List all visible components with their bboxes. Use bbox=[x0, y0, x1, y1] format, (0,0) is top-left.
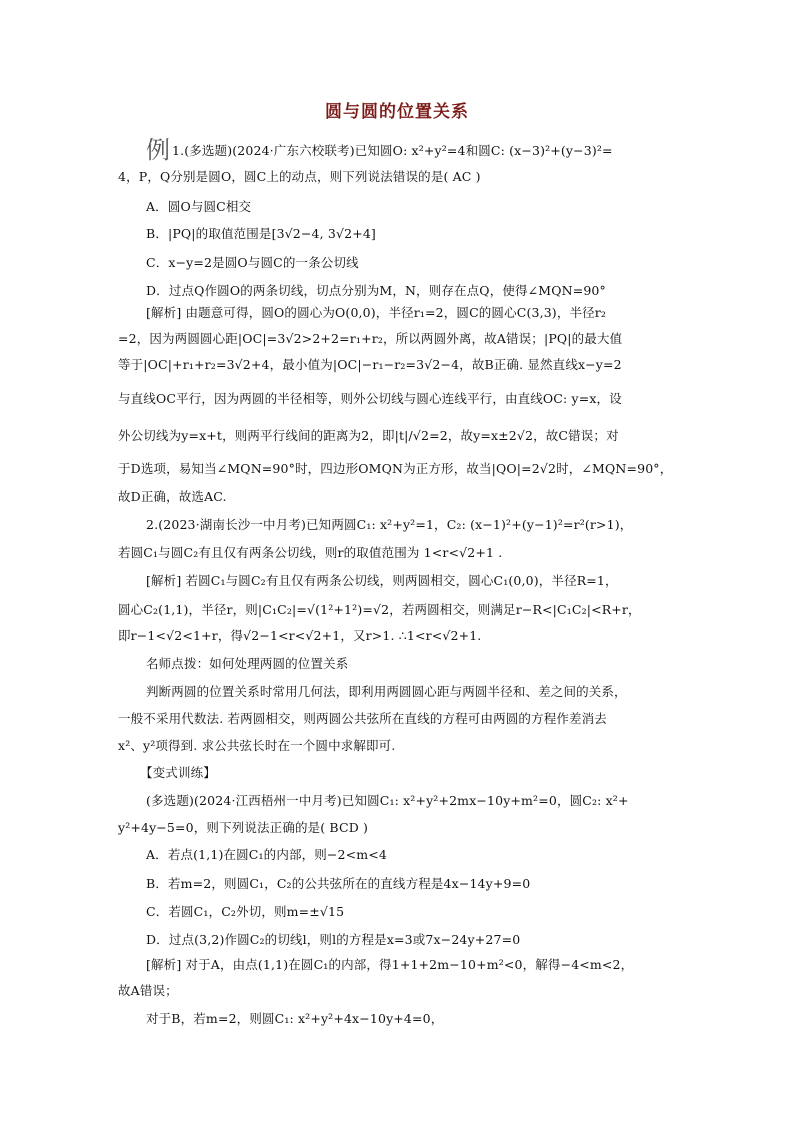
question-line: 2.(2023·湖南长沙一中月考)已知两圆C₁: x²+y²=1，C₂: (x−1)²+(y−1)²=r²(r>1)， bbox=[146, 517, 633, 532]
option-line: D．过点Q作圆O的两条切线，切点分别为M，N，则存在点Q，使得∠MQN=90° bbox=[146, 283, 606, 298]
analysis-line: [解析] 由题意可得，圆O的圆心为O(0,0)，半径r₁=2，圆C的圆心C(3,3)，半径r₂ bbox=[146, 305, 607, 320]
analysis-line: [解析] 若圆C₁与圆C₂有且仅有两条公切线，则两圆相交，圆心C₁(0,0)，半径R=1， bbox=[146, 573, 618, 588]
analysis-line: =2，因为两圆圆心距|OC|=3√2>2+2=r₁+r₂，所以两圆外离，故A错误；|PQ|的最大值 bbox=[118, 331, 623, 346]
option-line: D．过点(3,2)作圆C₂的切线l，则l的方程是x=3或7x−24y+27=0 bbox=[146, 932, 521, 947]
analysis-line: 等于|OC|+r₁+r₂=3√2+4，最小值为|OC|−r₁−r₂=3√2−4，故B正确. 显然直线x−y=2 bbox=[118, 357, 622, 372]
analysis-line: 与直线OC平行，因为两圆的半径相等，则外公切线与圆心连线平行，由直线OC: y=x，设 bbox=[118, 391, 622, 406]
option-line: A．圆O与圆C相交 bbox=[146, 199, 252, 214]
tip-line: x²、y²项得到. 求公共弦长时在一个圆中求解即可. bbox=[118, 738, 396, 753]
tip-line: 一般不采用代数法. 若两圆相交，则两圆公共弦所在直线的方程可由两圆的方程作差消去 bbox=[118, 711, 607, 726]
section-heading: 【变式训练】 bbox=[140, 765, 216, 780]
analysis-line: 故D正确，故选AC. bbox=[118, 489, 227, 504]
text-line: 1.(多选题)(2024·广东六校联考)已知圆O: x²+y²=4和圆C: (x−3)²+(y−3)²= bbox=[172, 143, 613, 158]
analysis-line: [解析] 对于A，由点(1,1)在圆C₁的内部，得1+1+2m−10+m²<0，解得−4<m<2， bbox=[146, 957, 634, 972]
question-line: y²+4y−5=0，则下列说法正确的是( BCD ) bbox=[118, 820, 369, 835]
tip-heading: 名师点拨：如何处理两圆的位置关系 bbox=[146, 656, 349, 671]
option-line: B．若m=2，则圆C₁，C₂的公共弦所在的直线方程是4x−14y+9=0 bbox=[146, 876, 531, 891]
option-line: B．|PQ|的取值范围是[3√2−4, 3√2+4] bbox=[146, 226, 376, 241]
analysis-line: 故A错误； bbox=[118, 983, 178, 998]
analysis-line: 圆心C₂(1,1)，半径r，则|C₁C₂|=√(1²+1²)=√2，若两圆相交，则满足r−R<|C₁C₂|<R+r， bbox=[118, 602, 641, 617]
analysis-line: 外公切线为y=x+t，则两平行线间的距离为2，即|t|/√2=2，故y=x±2√2，故C错误；对 bbox=[118, 428, 619, 443]
question-line: (多选题)(2024·江西梧州一中月考)已知圆C₁: x²+y²+2mx−10y+m²=0，圆C₂: x²+ bbox=[146, 793, 629, 808]
option-line: A．若点(1,1)在圆C₁的内部，则−2<m<4 bbox=[146, 847, 388, 862]
page-title: 圆与圆的位置关系 bbox=[325, 102, 469, 122]
text-line: 4，P，Q分别是圆O，圆C上的动点，则下列说法错误的是( AC ) bbox=[118, 169, 481, 184]
analysis-line: 即r−1<√2<1+r，得√2−1<r<√2+1，又r>1. ∴1<r<√2+1. bbox=[118, 628, 482, 643]
analysis-line: 于D选项，易知当∠MQN=90°时，四边形OMQN为正方形，故当|QO|=2√2时，∠MQN=90°， bbox=[118, 461, 673, 476]
analysis-line: 对于B，若m=2，则圆C₁: x²+y²+4x−10y+4=0， bbox=[146, 1011, 444, 1026]
option-line: C．若圆C₁，C₂外切，则m=±√15 bbox=[146, 904, 345, 919]
tip-line: 判断两圆的位置关系时常用几何法，即利用两圆圆心距与两圆半径和、差之间的关系， bbox=[146, 684, 627, 699]
option-line: C．x−y=2是圆O与圆C的一条公切线 bbox=[146, 255, 359, 270]
question-line: 若圆C₁与圆C₂有且仅有两条公切线，则r的取值范围为 1<r<√2+1 . bbox=[118, 545, 503, 560]
example-mark: 例 bbox=[146, 136, 170, 164]
